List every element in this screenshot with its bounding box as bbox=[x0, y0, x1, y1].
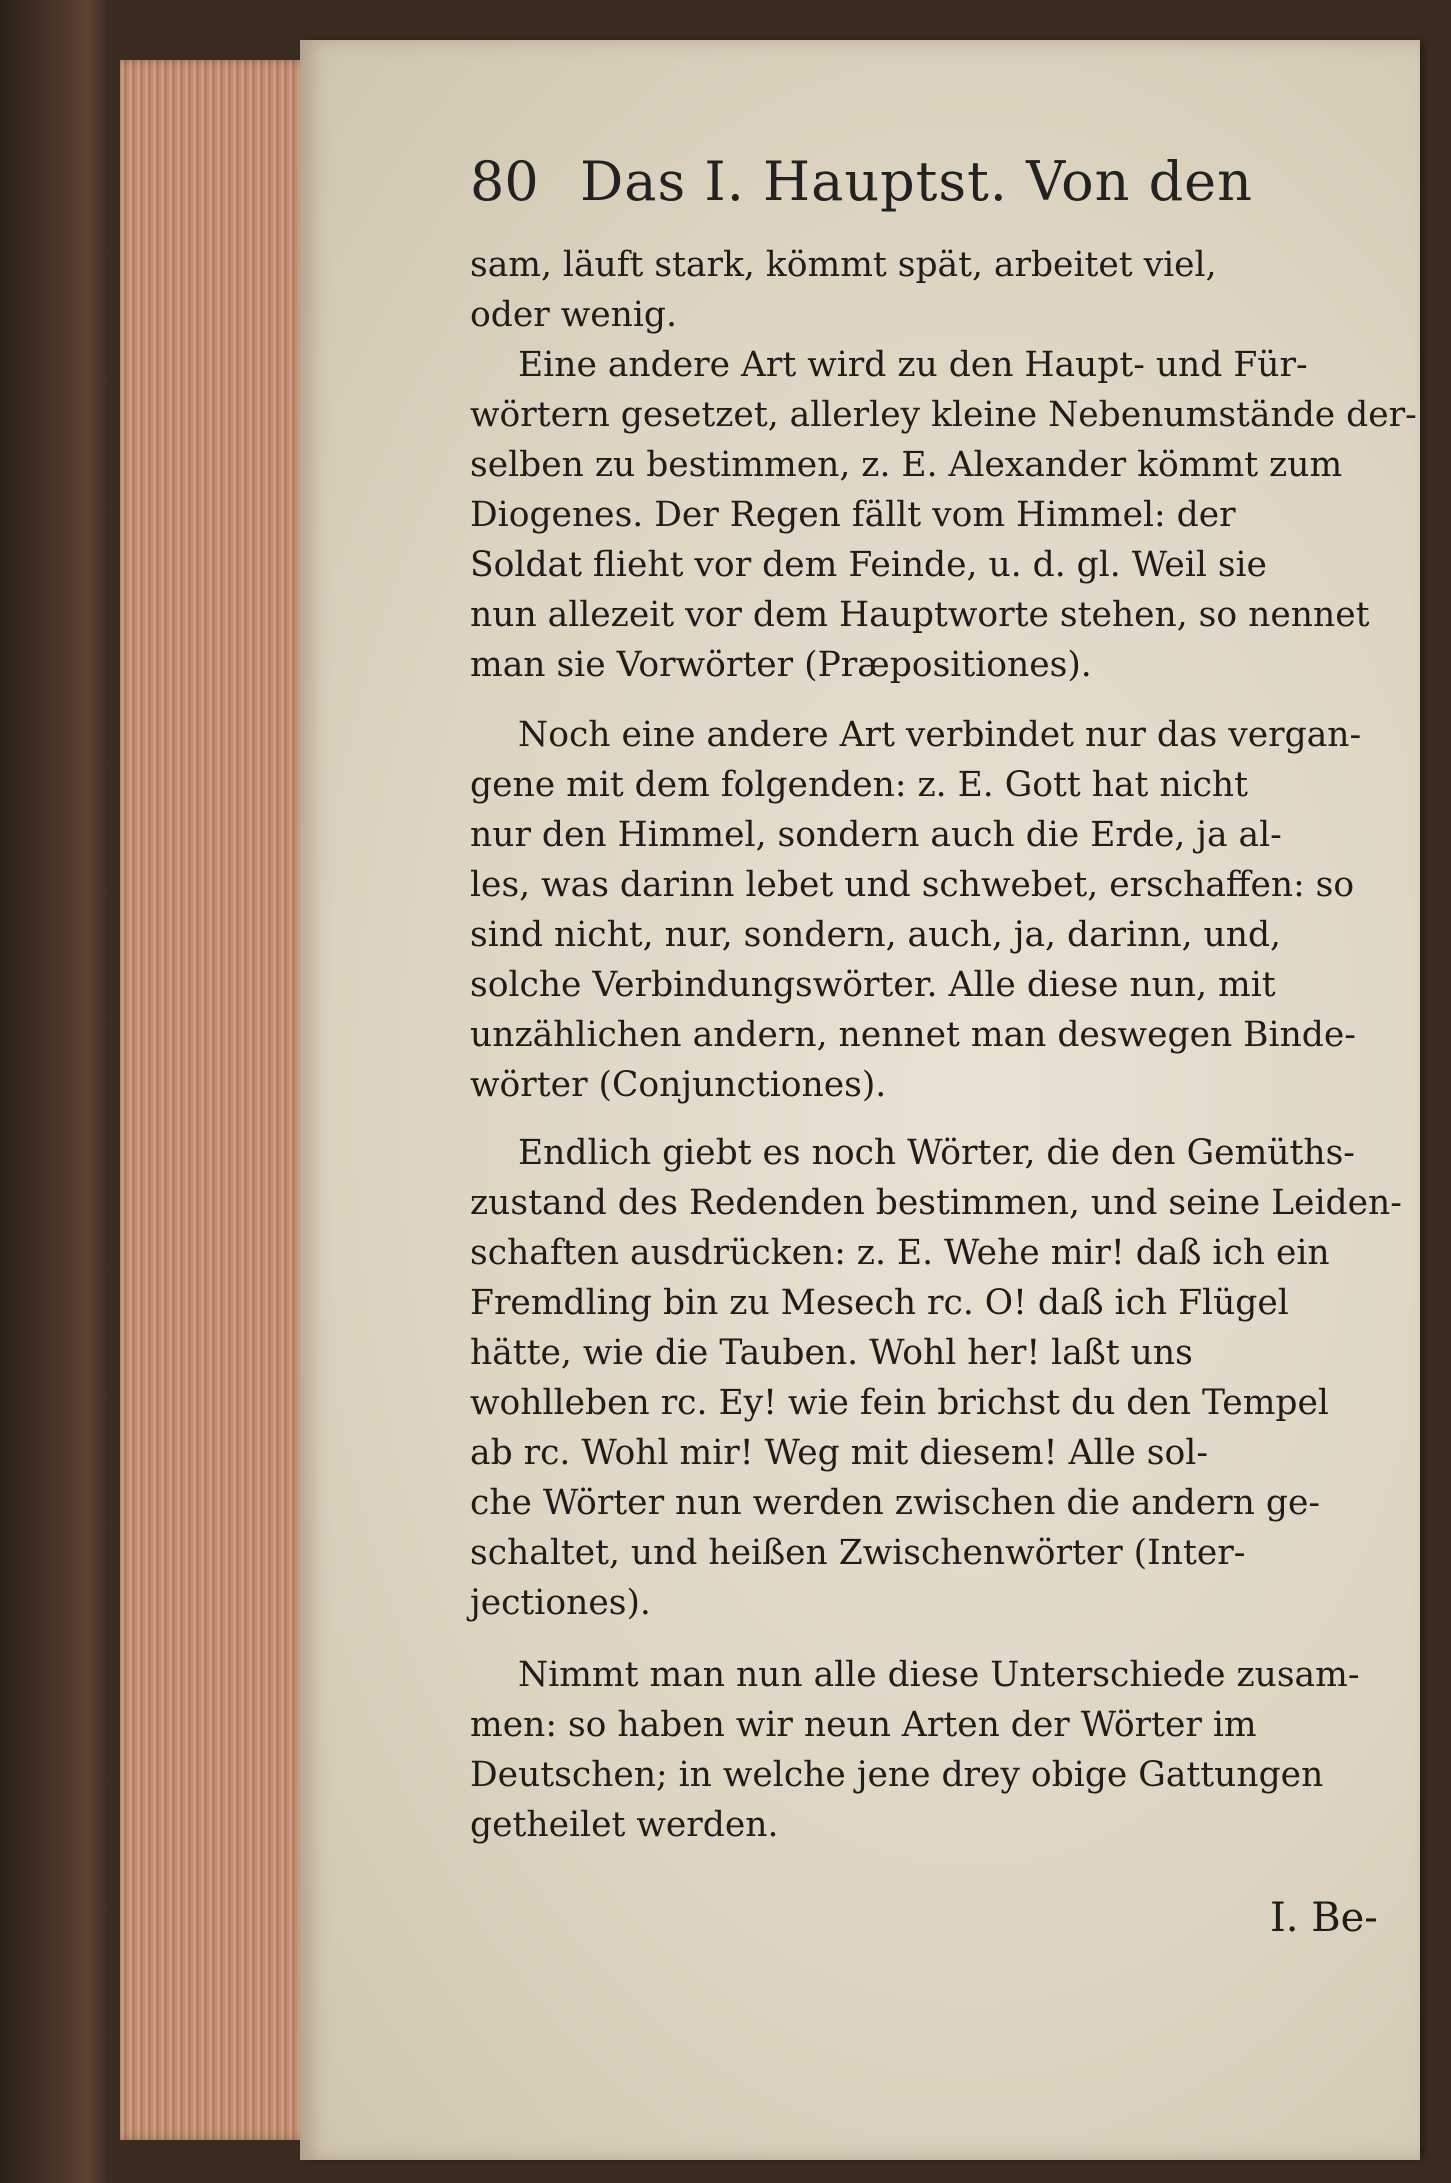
text-line: oder wenig. bbox=[470, 295, 677, 335]
running-head: Das I. Hauptst. Von den bbox=[580, 150, 1253, 213]
text-line: les, was darinn lebet und schwebet, erschaffen: so bbox=[470, 865, 1355, 905]
paragraph bbox=[470, 1650, 1375, 1850]
paragraph bbox=[470, 1128, 1402, 1628]
text-line: Diogenes. Der Regen fällt vom Himmel: der bbox=[470, 495, 1236, 535]
catchword: I. Be- bbox=[1270, 1895, 1378, 1941]
text-line: unzählichen andern, nennet man deswegen Binde- bbox=[470, 1015, 1356, 1055]
text-line: Endlich giebt es noch Wörter, die den Gemüths- bbox=[518, 1133, 1355, 1173]
text-line: gene mit dem folgenden: z. E. Gott hat nicht bbox=[470, 765, 1249, 805]
text-line: Noch eine andere Art verbindet nur das vergan- bbox=[518, 715, 1362, 755]
text-line: man sie Vorwörter (Præpositiones). bbox=[470, 645, 1092, 685]
text-line: Eine andere Art wird zu den Haupt- und Für- bbox=[518, 345, 1308, 385]
text-line: wörtern gesetzet, allerley kleine Nebenumstände der- bbox=[470, 395, 1417, 435]
text-line: wörter (Conjunctiones). bbox=[470, 1065, 887, 1105]
text-line: ab rc. Wohl mir! Weg mit diesem! Alle sol- bbox=[470, 1433, 1208, 1473]
paragraph bbox=[470, 340, 1417, 690]
text-line: sam, läuft stark, kömmt spät, arbeitet viel, bbox=[470, 245, 1217, 285]
text-line: nur den Himmel, sondern auch die Erde, ja al- bbox=[470, 815, 1282, 855]
book-page-edges bbox=[120, 60, 320, 2140]
text-line: nun allezeit vor dem Hauptworte stehen, so nennet bbox=[470, 595, 1370, 635]
paragraph bbox=[470, 240, 1375, 340]
text-line: Fremdling bin zu Mesech rc. O! daß ich Flügel bbox=[470, 1283, 1289, 1323]
text-line: Soldat flieht vor dem Feinde, u. d. gl. Weil sie bbox=[470, 545, 1267, 585]
text-line: getheilet werden. bbox=[470, 1805, 779, 1845]
text-line: jectiones). bbox=[470, 1583, 651, 1623]
text-line: che Wörter nun werden zwischen die andern ge- bbox=[470, 1483, 1321, 1523]
text-line: sind nicht, nur, sondern, auch, ja, darinn, und, bbox=[470, 915, 1282, 955]
paragraph bbox=[470, 710, 1375, 1110]
text-line: men: so haben wir neun Arten der Wörter im bbox=[470, 1705, 1257, 1745]
page-header bbox=[470, 140, 1253, 220]
text-line: solche Verbindungswörter. Alle diese nun, mit bbox=[470, 965, 1276, 1005]
text-line: wohlleben rc. Ey! wie fein brichst du den Tempel bbox=[470, 1383, 1329, 1423]
text-line: schaltet, und heißen Zwischenwörter (Inter- bbox=[470, 1533, 1246, 1573]
text-line: hätte, wie die Tauben. Wohl her! laßt uns bbox=[470, 1333, 1193, 1373]
text-line: Nimmt man nun alle diese Unterschiede zusam- bbox=[518, 1655, 1360, 1695]
text-line: selben zu bestimmen, z. E. Alexander kömmt zum bbox=[470, 445, 1343, 485]
text-line: zustand des Redenden bestimmen, und seine Leiden- bbox=[470, 1183, 1402, 1223]
body-text bbox=[470, 240, 1417, 1850]
text-line: Deutschen; in welche jene drey obige Gattungen bbox=[470, 1755, 1324, 1795]
text-line: schaften ausdrücken: z. E. Wehe mir! daß ich ein bbox=[470, 1233, 1330, 1273]
page-number: 80 bbox=[470, 150, 539, 213]
